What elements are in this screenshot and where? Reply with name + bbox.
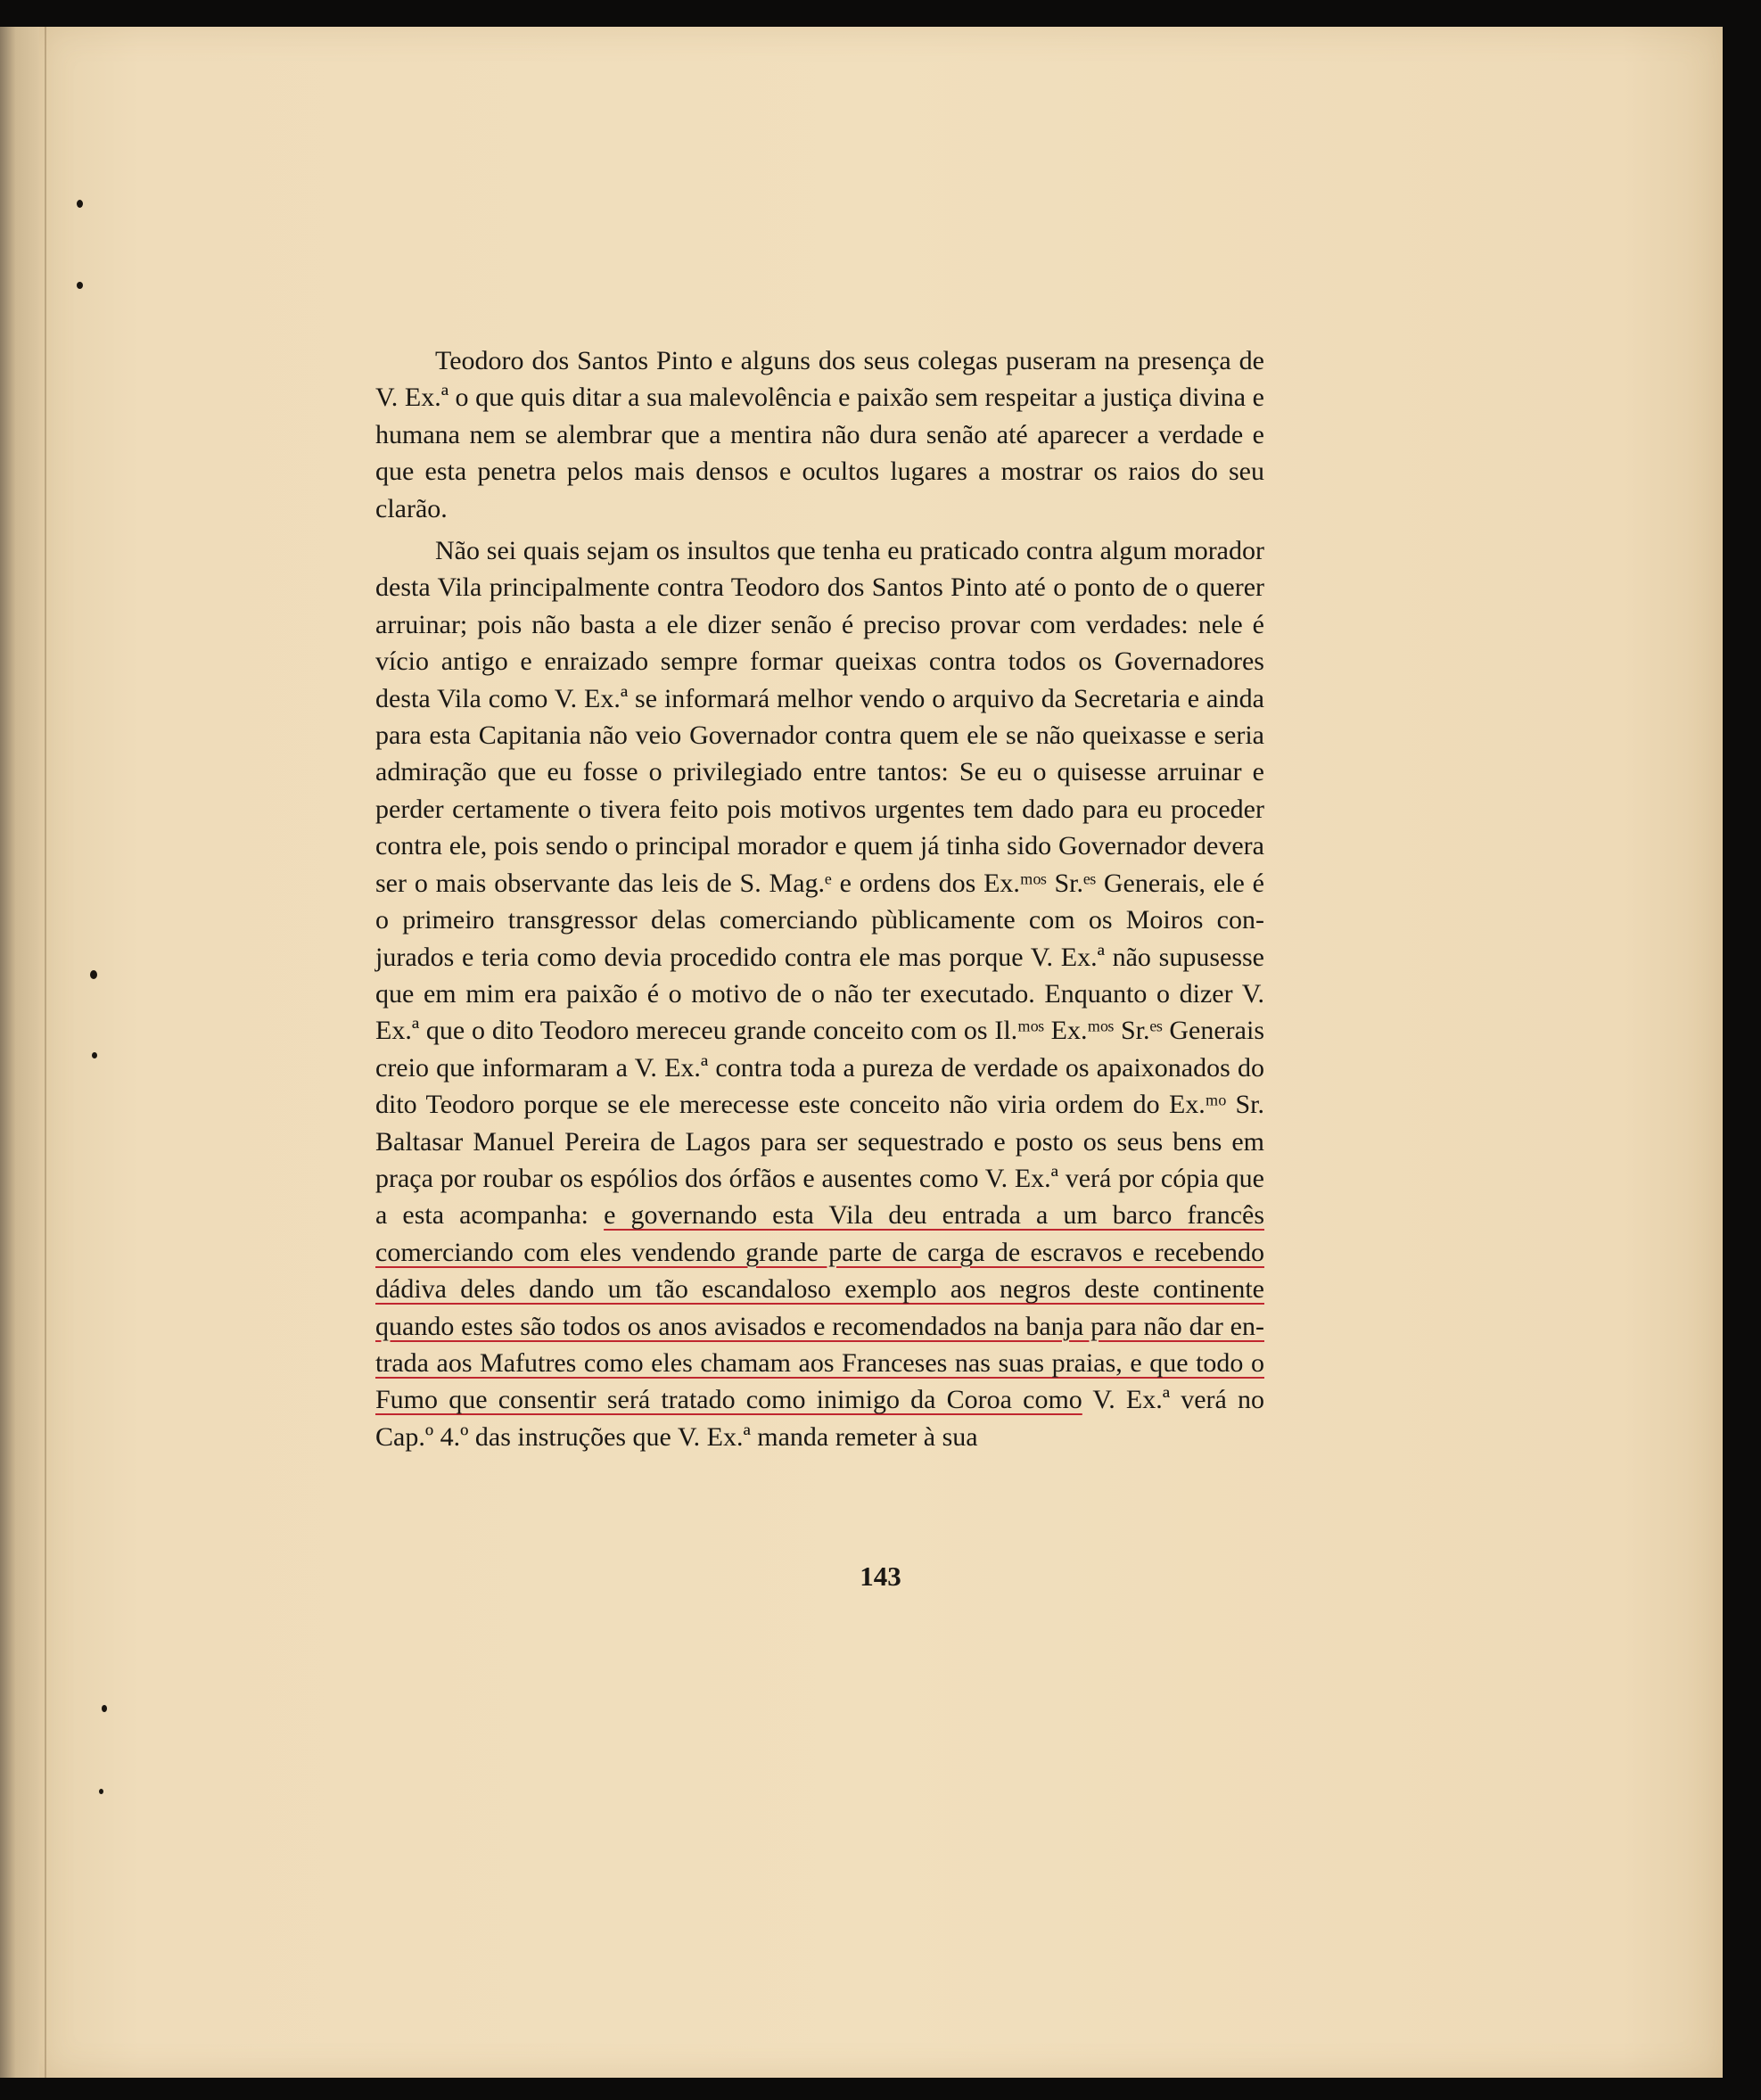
facing-page-edge (0, 27, 39, 2078)
paragraph (375, 532, 1264, 1455)
ink-speck (77, 200, 83, 208)
gutter-line (45, 27, 46, 2078)
ink-speck (102, 1705, 107, 1712)
underlined-passage: e governando esta Vila deu entrada a um barco francês comerciando com eles vendendo grande parte de carga de escravos e recebendo dádiva deles dando um tão escandaloso exemplo aos negros deste continente quando estes são todos os anos avisados e recomendados na banja para não dar entrada aos Mafutres como eles chamam aos Franceses nas suas praias, e que todo o Fumo que consentir será tratado como inimigo da Coroa como (375, 1200, 1265, 1415)
main-text (375, 342, 1264, 1455)
paragraph-text: V. Ex.ª verá no Cap.º 4.º das instruções que V. Ex.ª manda remeter à sua (375, 1385, 1264, 1452)
page-number: 143 (860, 1561, 901, 1592)
ink-speck (92, 1052, 97, 1058)
ink-speck (99, 1789, 103, 1794)
paragraph: Teodoro dos Santos Pinto e alguns dos seus colegas puseram na presença de V. Ex.ª o que quis ditar a sua malevolência e paixão sem respeitar a justiça divina e humana nem se alembrar que a mentira não dura senão até aparecer a verdade e que esta penetra pelos mais densos e ocultos lugares a mostrar os raios do seu clarão. (375, 346, 1264, 523)
ink-speck (77, 282, 83, 289)
paragraph-text: Não sei quais sejam os insultos que tenha eu praticado contra algum morador desta Vila principalmente contra Teodoro dos Santos Pinto até o ponto de o querer arruinar; pois não basta a ele dizer senão é preciso provar com verdades: nele é vício antigo e enraizado sempre formar queixas contra todos os Governadores desta Vila como V. Ex.ª se informará melhor vendo o arquivo da Secretaria e ainda para esta Capitania não veio Governador contra quem ele se não queixasse e seria admiração que eu fosse o privilegiado entre tantos: Se eu o quisesse arruinar e perder certamente o tivera feito pois motivos urgentes tem dado para eu proceder contra ele, pois sendo o principal morador e quem já tinha sido Governador devera ser o mais observante das leis de S. Mag.ᵉ e ordens dos Ex.ᵐᵒˢ Sr.ᵉˢ Generais, ele é o primeiro transgressor delas comerciando pùblicamente com os Moiros conjurados e teria como devia procedido contra ele mas porque V. Ex.ª não supusesse que em mim era paixão é o motivo de o não ter executado. Enquanto o dizer V. Ex.ª que o dito Teodoro mereceu grande conceito com os Il.ᵐᵒˢ Ex.ᵐᵒˢ Sr.ᵉˢ Generais creio que informaram a V. Ex.ª contra toda a pureza de verdade os apaixonados do dito Teodoro porque se ele merecesse este conceito não viria ordem do Ex.ᵐᵒ Sr. Baltasar Manuel Pereira de Lagos para ser sequestrado e posto os seus bens em praça por roubar os espólios dos órfãos e ausentes como V. Ex.ª verá por cópia que a esta acompanha: (375, 536, 1264, 1231)
ink-speck (90, 970, 97, 979)
